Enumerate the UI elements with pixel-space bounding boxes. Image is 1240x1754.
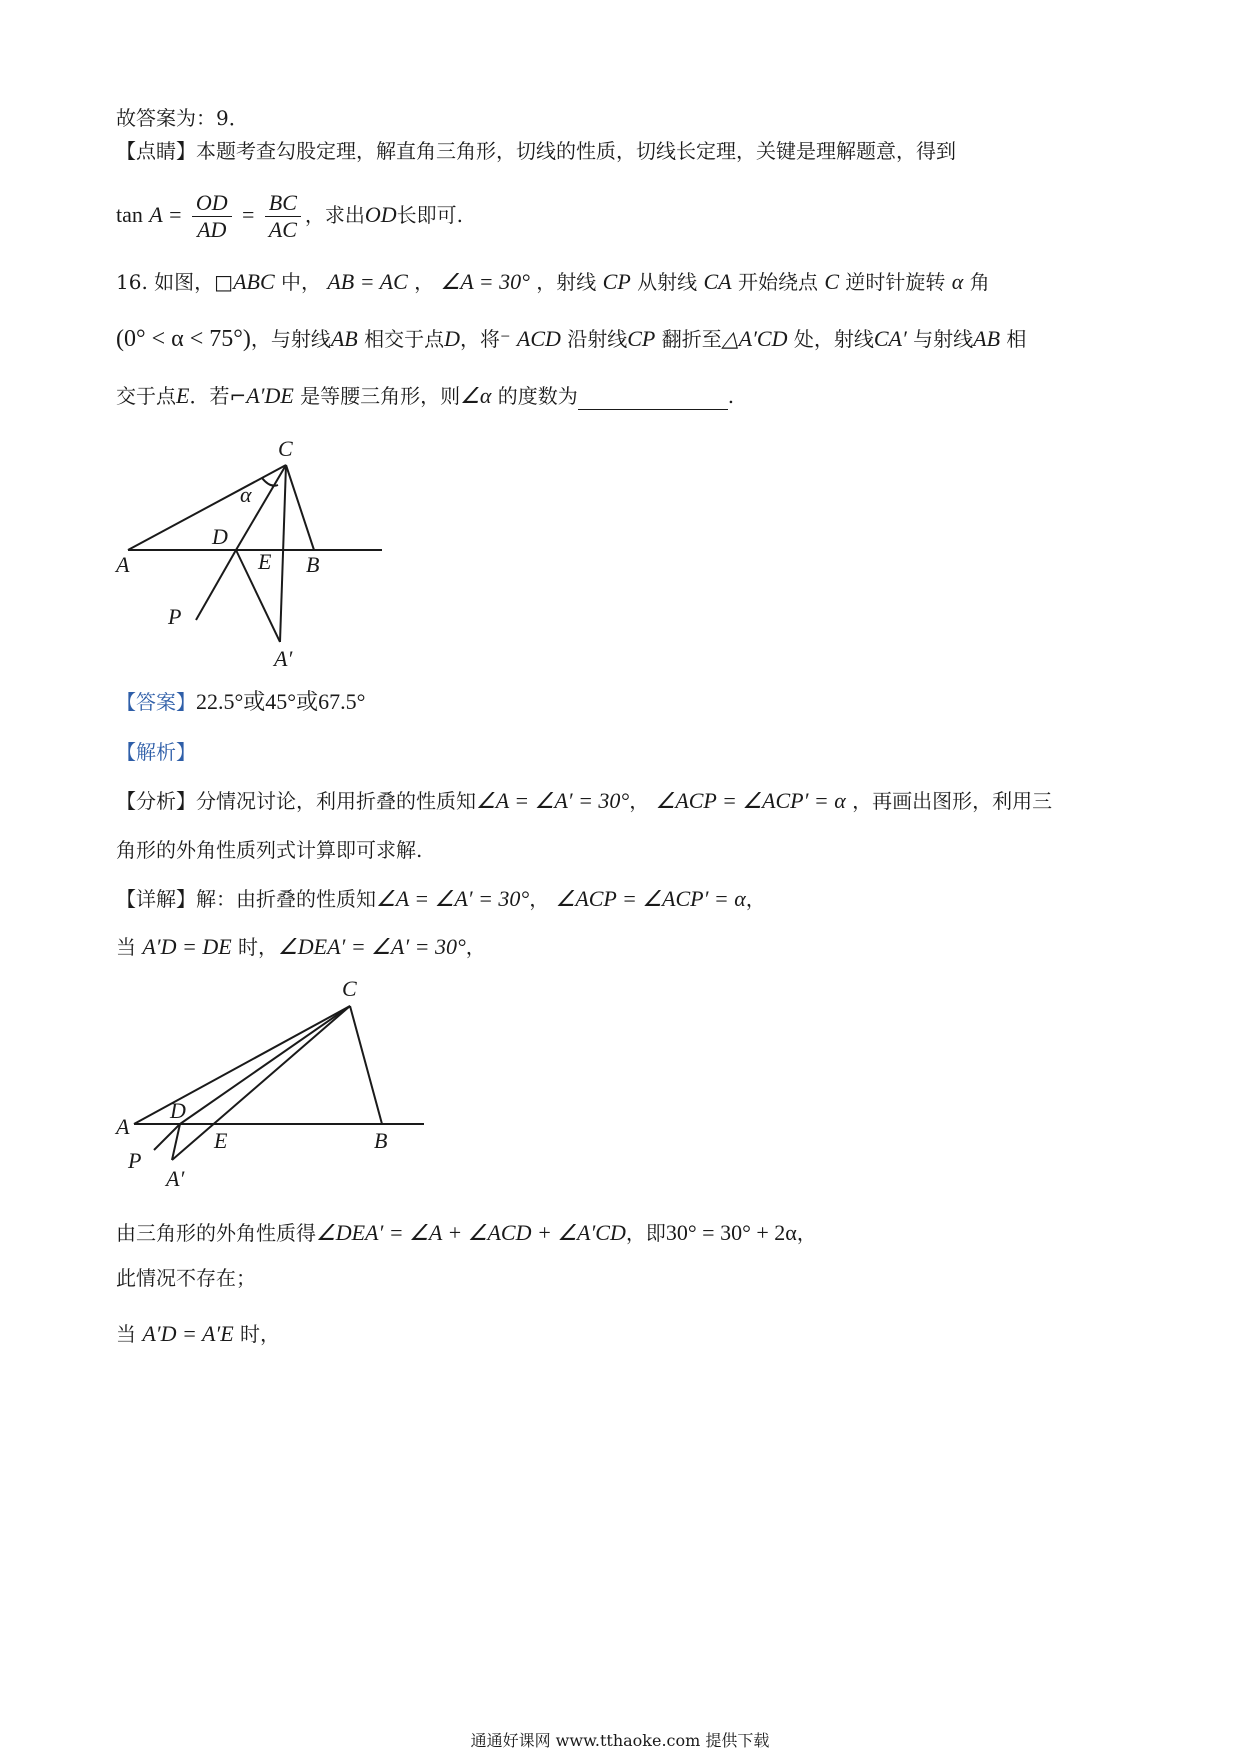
- jiexi-section: [116, 738, 196, 766]
- tan-formula-line: [116, 190, 463, 243]
- page-footer: 通通好课网 www.tthaoke.com 提供下载: [470, 1731, 770, 1750]
- math: ∠ACP = ∠ACP′ = α: [555, 886, 746, 911]
- math: A′D = A′E: [142, 1321, 234, 1346]
- label-alpha: α: [240, 482, 252, 507]
- label-c: C: [342, 976, 357, 1001]
- text: ，将: [459, 327, 500, 351]
- label-e: E: [258, 549, 272, 574]
- answer-value: 22.5°或45°或67.5°: [196, 689, 366, 714]
- text: 是等腰三角形，则: [300, 384, 461, 408]
- not-exist-line: [116, 1264, 256, 1292]
- text: 由三角形的外角性质得: [116, 1221, 316, 1245]
- math: A′D = DE: [142, 934, 232, 959]
- question-16-line-1: [116, 268, 990, 296]
- label-b: B: [306, 552, 320, 577]
- line-cb: [286, 465, 314, 550]
- math: CP: [627, 326, 656, 351]
- ray-dp: [196, 550, 236, 620]
- question-16-line-3: [116, 382, 734, 410]
- line-cd: [180, 1006, 350, 1124]
- dianjing-tag: 【点睛】: [116, 139, 196, 163]
- label-a-prime: A′: [166, 1166, 185, 1191]
- math: ∠A = 30°: [440, 269, 530, 294]
- line-ca1: [280, 465, 286, 642]
- answer-blank: [578, 387, 728, 410]
- text: ，射线: [536, 270, 597, 294]
- fraction-numerator: OD: [192, 190, 232, 217]
- text: 中，: [274, 270, 321, 294]
- suffix-var: OD: [364, 202, 397, 227]
- triangle-symbol: ⁻: [499, 327, 511, 351]
- math: ACD: [516, 326, 561, 351]
- case-1-line: [116, 933, 486, 961]
- fraction-od-ad: [192, 190, 232, 243]
- line-ac: [134, 1006, 350, 1124]
- fenxi-line-1: [116, 787, 1052, 815]
- text: ，: [796, 1221, 817, 1245]
- equals-1: =: [169, 202, 182, 227]
- text: 解：由折叠的性质知: [196, 887, 376, 911]
- fenxi-tag: 【分析】: [116, 789, 196, 813]
- text: 此情况不存在；: [116, 1266, 256, 1290]
- text: 时，: [240, 1322, 280, 1346]
- math: AB: [973, 326, 1001, 351]
- math: ∠DEA′ = ∠A + ∠ACD + ∠A′CD: [316, 1220, 626, 1245]
- math: ∠A = ∠A′ = 30°: [376, 886, 530, 911]
- tan-var: A: [149, 202, 163, 227]
- math: ∠α: [460, 383, 492, 408]
- equals-2: =: [241, 202, 255, 227]
- text: ，: [414, 270, 435, 294]
- math: CA: [703, 269, 732, 294]
- answer-section: [116, 688, 365, 716]
- math: ∠DEA′ = ∠A′ = 30°: [278, 934, 466, 959]
- text: .: [727, 384, 735, 408]
- label-a: A: [116, 1114, 130, 1139]
- math: AB: [330, 326, 358, 351]
- text: 翻折至: [661, 327, 722, 351]
- text: 分情况讨论，利用折叠的性质知: [196, 789, 476, 813]
- math: E: [176, 383, 190, 408]
- label-e: E: [214, 1128, 228, 1153]
- text: ，再画出图形，利用三: [852, 789, 1053, 813]
- jiexi-tag: 【解析】: [116, 740, 196, 764]
- text: 角形的外角性质列式计算即可求解.: [116, 838, 423, 862]
- label-d: D: [212, 524, 228, 549]
- text: 开始绕点: [737, 270, 818, 294]
- text: 的度数为: [497, 384, 578, 408]
- fraction-numerator: BC: [265, 190, 301, 217]
- math: CP: [602, 269, 631, 294]
- text: 时，: [238, 935, 279, 959]
- math: 30° = 30° + 2α: [665, 1220, 797, 1245]
- text: 当: [116, 935, 136, 959]
- label-a: A: [116, 552, 130, 577]
- answer-tag: 【答案】: [116, 690, 196, 714]
- label-b: B: [374, 1128, 388, 1153]
- text: 沿射线: [567, 327, 628, 351]
- fenxi-line-2: [116, 836, 422, 864]
- math: ∠A = ∠A′ = 30°: [476, 788, 630, 813]
- text: ，: [745, 887, 766, 911]
- suffix-a: ，求出: [304, 203, 365, 227]
- external-angle-line: [116, 1219, 817, 1247]
- line-cb: [350, 1006, 382, 1124]
- suffix-b: 长即可.: [396, 203, 464, 227]
- text: ，: [629, 789, 650, 813]
- math: α: [951, 269, 964, 294]
- text: ，与射线: [250, 327, 331, 351]
- dianjing-line: [116, 137, 956, 165]
- text: 处，射线: [793, 327, 874, 351]
- text: 相交于点: [364, 327, 445, 351]
- answer-line: [116, 104, 249, 132]
- math: ∠ACP = ∠ACP′ = α: [655, 788, 846, 813]
- line-ca1: [172, 1006, 350, 1160]
- answer-text: 故答案为：9．: [116, 106, 249, 130]
- xiangjie-tag: 【详解】: [116, 887, 196, 911]
- text: 当: [116, 1322, 136, 1346]
- text: ．若: [189, 384, 230, 408]
- text: 从射线: [637, 270, 698, 294]
- text: 角: [969, 270, 990, 294]
- math: CA′: [873, 326, 907, 351]
- figure-2: [110, 970, 430, 1202]
- math: ABC: [233, 269, 275, 294]
- math: (0° < α < 75°): [116, 326, 251, 352]
- math: D: [444, 326, 460, 351]
- text: 16. 如图，: [116, 270, 215, 294]
- fraction-denominator: AD: [197, 217, 227, 242]
- line-ac: [128, 465, 286, 550]
- label-p: P: [168, 604, 182, 629]
- text: ，: [465, 935, 486, 959]
- label-p: P: [128, 1148, 142, 1173]
- figure-1: [110, 430, 400, 670]
- text: ，: [529, 887, 550, 911]
- label-d: D: [170, 1098, 186, 1123]
- text: ，即: [625, 1221, 666, 1245]
- triangle-symbol: ⌐: [229, 384, 247, 408]
- case-2-line: [116, 1320, 280, 1348]
- tan-prefix: tan: [116, 202, 143, 227]
- triangle-symbol: □: [214, 270, 234, 294]
- dianjing-text: 本题考查勾股定理，解直角三角形，切线的性质，切线长定理，关键是理解题意，得到: [196, 139, 956, 163]
- label-a-prime: A′: [274, 646, 293, 670]
- question-16-line-2: [116, 325, 1026, 353]
- xiangjie-line: [116, 885, 766, 913]
- text: 与射线: [913, 327, 974, 351]
- text: 交于点: [116, 384, 176, 408]
- label-c: C: [278, 436, 293, 461]
- math: A′DE: [246, 383, 294, 408]
- math: AB = AC: [327, 269, 408, 294]
- math: △A′CD: [721, 326, 788, 351]
- fraction-bc-ac: [265, 190, 301, 243]
- fraction-denominator: AC: [268, 217, 297, 242]
- text: 相: [1006, 327, 1027, 351]
- math: C: [824, 269, 840, 294]
- text: 逆时针旋转: [845, 270, 946, 294]
